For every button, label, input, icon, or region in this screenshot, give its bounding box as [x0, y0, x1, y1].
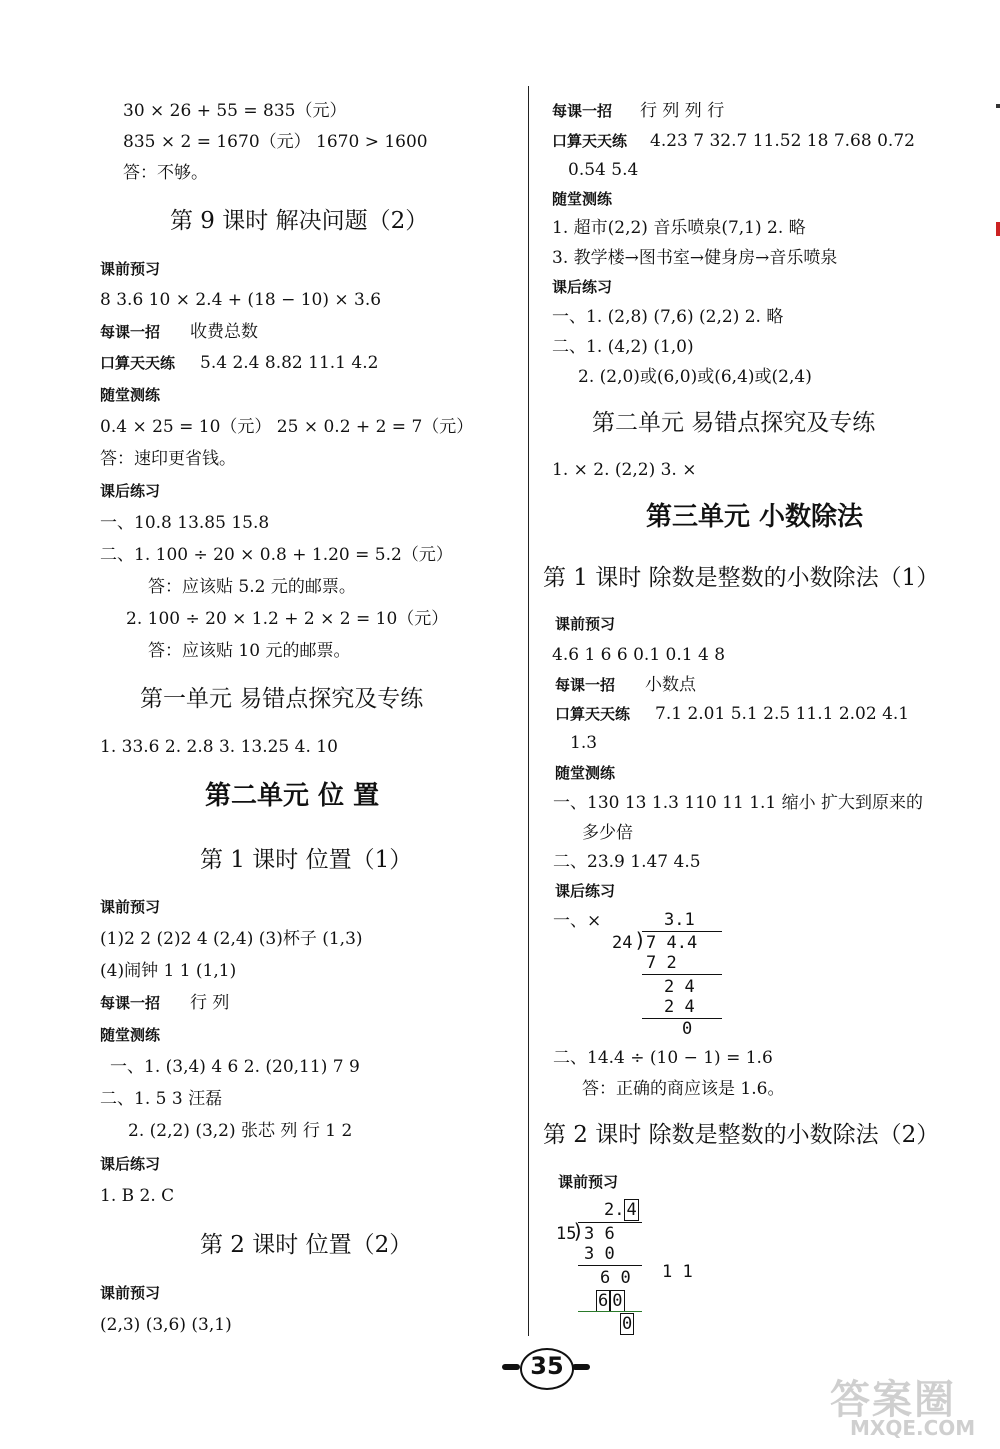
lesson-heading: 第 9 课时 解决问题（2） [170, 208, 429, 234]
watermark-url: MXQE.COM [850, 1416, 976, 1440]
dividend: 7 4.4 [646, 933, 698, 953]
answer-line: 4.23 7 32.7 11.52 18 7.68 0.72 [650, 131, 915, 151]
section-label: 课后练习 [100, 482, 161, 500]
quotient-digit: 2. [604, 1200, 625, 1220]
step-remainder: 6 0 [600, 1268, 631, 1288]
answer-line: 8 3.6 10 × 2.4 + (18 − 10) × 3.6 [100, 290, 382, 310]
answer-line: 一、130 13 1.3 110 11 1.1 缩小 扩大到原来的 [553, 793, 924, 813]
answer-line: 1. 33.6 2. 2.8 3. 13.25 4. 10 [100, 737, 338, 757]
section-label: 口算天天练 [100, 354, 176, 372]
edge-mark [996, 222, 1000, 236]
answer-line: 答：正确的商应该是 1.6。 [582, 1079, 785, 1099]
section-label: 口算天天练 [555, 705, 631, 723]
answer-line: 二、23.9 1.47 4.5 [553, 852, 701, 872]
answer-line: 2. 100 ÷ 20 × 1.2 + 2 × 2 = 10（元） [126, 609, 449, 629]
step-product: 7 2 [646, 953, 677, 973]
answer-line: 收费总数 [190, 322, 258, 342]
answer-line: 答：应该贴 10 元的邮票。 [148, 641, 351, 661]
answer-line: 1.3 [570, 733, 598, 753]
step-bar [578, 1265, 642, 1266]
step-remainder: 2 4 [664, 977, 695, 997]
edge-mark [996, 104, 1000, 108]
divisor: 15 [556, 1224, 577, 1244]
answer-line: 二、1. 5 3 汪磊 [100, 1089, 223, 1109]
answer-line: 小数点 [645, 675, 696, 695]
division-bar [642, 931, 722, 932]
answer-line: 二、1. (4,2) (1,0) [552, 337, 694, 357]
column-divider [528, 86, 529, 1336]
unit-heading: 第二单元 位 置 [205, 781, 380, 811]
answer-line: (4)闹钟 1 1 (1,1) [100, 961, 237, 981]
boxed-digit: 6 [598, 1291, 609, 1311]
section-label: 口算天天练 [552, 132, 628, 150]
side-note: 1 1 [662, 1262, 693, 1282]
lesson-heading: 第 1 课时 位置（1） [200, 847, 413, 873]
long-division-figure [556, 1198, 716, 1338]
answer-line: 1. B 2. C [100, 1186, 175, 1206]
final-remainder: 0 [682, 1019, 693, 1039]
answer-line: (2,3) (3,6) (3,1) [100, 1315, 232, 1335]
lesson-heading: 第 2 课时 除数是整数的小数除法（2） [543, 1122, 940, 1148]
section-label: 随堂测练 [552, 190, 613, 208]
answer-line: 答：应该贴 5.2 元的邮票。 [148, 577, 356, 597]
quotient: 3.1 [664, 910, 695, 930]
division-bracket: ) [634, 928, 647, 952]
section-label: 课前预习 [100, 898, 161, 916]
answer-line: 二、14.4 ÷ (10 − 1) = 1.6 [553, 1048, 773, 1068]
answer-line: 30 × 26 + 55 = 835（元） [123, 101, 347, 121]
answer-line: 3. 教学楼→图书室→健身房→音乐喷泉 [552, 248, 838, 268]
unit-heading: 第三单元 小数除法 [646, 502, 864, 532]
section-label: 随堂测练 [100, 1026, 161, 1044]
answer-line: 一、1. (3,4) 4 6 2. (20,11) 7 9 [110, 1057, 360, 1077]
step-product: 2 4 [664, 997, 695, 1017]
dividend: 3 6 [584, 1224, 615, 1244]
quotient-box: 4 [626, 1200, 637, 1220]
final-remainder [620, 1314, 634, 1334]
page-number: 35 [530, 1352, 564, 1380]
answer-line: 2. (2,0)或(6,0)或(6,4)或(2,4) [578, 367, 812, 387]
lesson-heading: 第 1 课时 除数是整数的小数除法（1） [543, 565, 940, 591]
answer-line: 7.1 2.01 5.1 2.5 11.1 2.02 4.1 [655, 704, 910, 724]
divisor: 24 [612, 933, 633, 953]
boxed-digit: 0 [612, 1291, 623, 1311]
boxed-digit: 0 [622, 1314, 633, 1334]
answer-line: 一、10.8 13.85 15.8 [100, 513, 270, 533]
answer-line: 1. × 2. (2,2) 3. × [552, 460, 697, 480]
answer-line: 行 列 列 行 [640, 101, 725, 121]
section-label: 每课一招 [100, 323, 161, 341]
answer-line: 答：速印更省钱。 [100, 449, 236, 469]
answer-line: 答：不够。 [123, 163, 208, 183]
section-label: 课后练习 [552, 278, 613, 296]
answer-line: 2. (2,2) (3,2) 张芯 列 行 1 2 [128, 1121, 353, 1141]
lesson-heading: 第 2 课时 位置（2） [200, 1232, 413, 1258]
answer-line: 一、1. (2,8) (7,6) (2,2) 2. 略 [552, 307, 784, 327]
answer-line: 一、× [553, 911, 602, 931]
answer-line: 多少倍 [582, 823, 633, 843]
answer-line: 5.4 2.4 8.82 11.1 4.2 [200, 353, 379, 373]
unit-error-heading: 第一单元 易错点探究及专练 [140, 686, 424, 712]
step-product: 3 0 [584, 1244, 615, 1264]
section-label: 随堂测练 [555, 764, 616, 782]
section-label: 每课一招 [552, 102, 613, 120]
quotient [604, 1200, 639, 1220]
unit-error-heading: 第二单元 易错点探究及专练 [592, 410, 876, 436]
section-label: 课前预习 [555, 615, 616, 633]
answer-line: 二、1. 100 ÷ 20 × 0.8 + 1.20 = 5.2（元） [100, 545, 453, 565]
ornament-right [572, 1364, 590, 1370]
answer-line: 835 × 2 = 1670（元） 1670 > 1600 [123, 132, 428, 152]
section-label: 每课一招 [100, 994, 161, 1012]
watermark-logo [830, 1368, 990, 1442]
section-label: 课前预习 [558, 1173, 619, 1191]
step-bar [642, 974, 722, 975]
section-label: 每课一招 [555, 676, 616, 694]
ornament-left [502, 1364, 520, 1370]
answer-line: 0.54 5.4 [568, 160, 639, 180]
section-label: 课后练习 [555, 882, 616, 900]
answer-line: 行 列 [190, 993, 230, 1013]
section-label: 课前预习 [100, 260, 161, 278]
step-bar [578, 1311, 642, 1312]
long-division-figure [612, 908, 722, 1038]
answer-line: (1)2 2 (2)2 4 (2,4) (3)杯子 (1,3) [100, 929, 363, 949]
step-product [596, 1291, 625, 1311]
watermark-text: 答案圈 [830, 1377, 956, 1423]
answer-line: 1. 超市(2,2) 音乐喷泉(7,1) 2. 略 [552, 218, 806, 238]
page-number-badge [506, 1346, 586, 1388]
division-bar [578, 1222, 642, 1223]
section-label: 随堂测练 [100, 386, 161, 404]
division-bracket: ) [572, 1219, 585, 1243]
section-label: 课前预习 [100, 1284, 161, 1302]
answer-line: 0.4 × 25 = 10（元） 25 × 0.2 + 2 = 7（元） [100, 417, 474, 437]
section-label: 课后练习 [100, 1155, 161, 1173]
answer-line: 4.6 1 6 6 0.1 0.1 4 8 [552, 645, 726, 665]
